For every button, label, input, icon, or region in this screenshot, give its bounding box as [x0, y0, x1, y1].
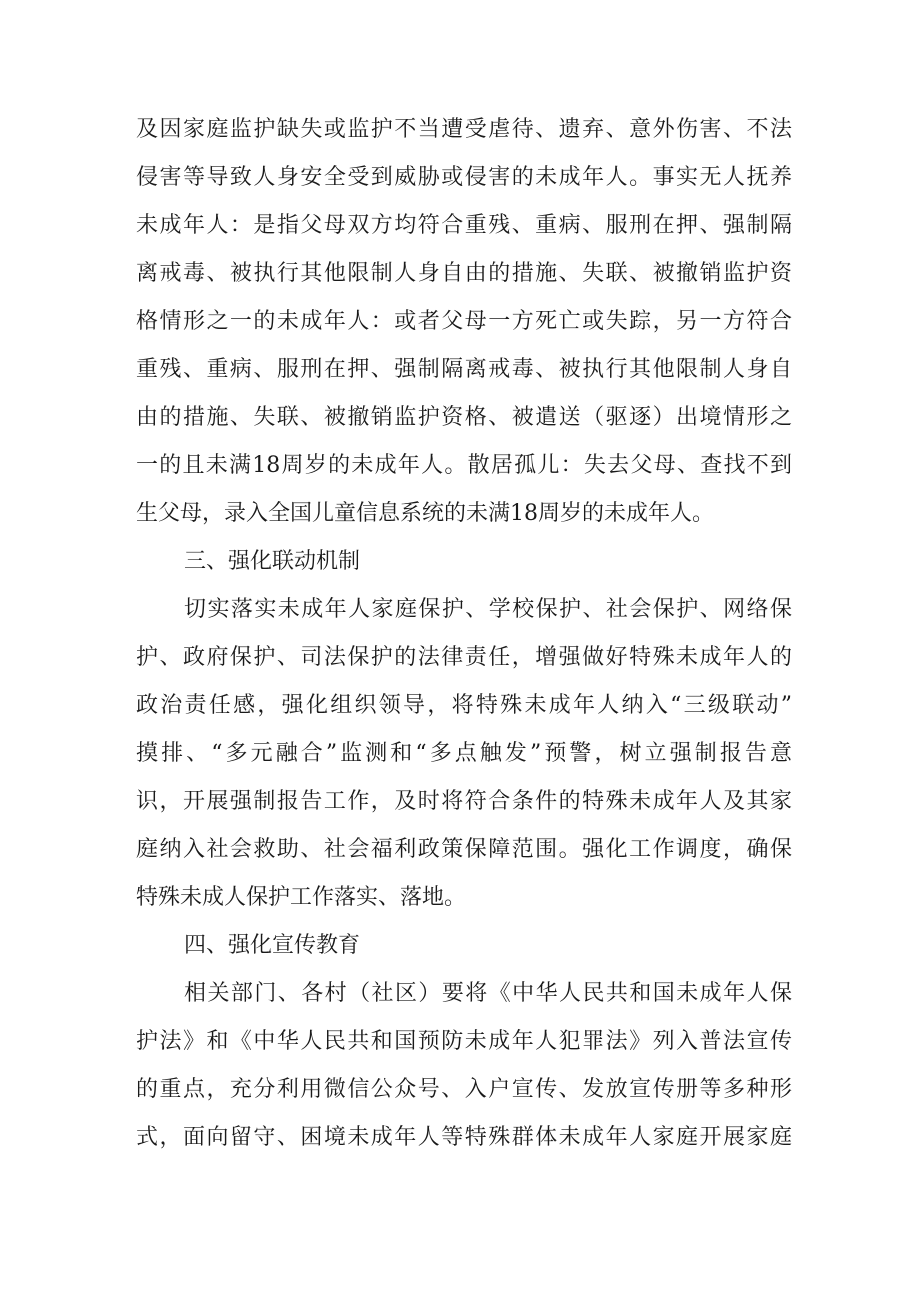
paragraph-2-line-4: 摸排、“多元融合”监测和“多点触发”预警，树立强制报告意 — [136, 741, 792, 766]
section-heading-3: 三、强化联动机制 — [184, 549, 361, 574]
paragraph-1-line-2: 侵害等导致人身安全受到威胁或侵害的未成年人。事实无人抚养 — [136, 165, 792, 190]
paragraph-3-line-1: 相关部门、各村（社区）要将《中华人民共和国未成年人保 — [184, 981, 792, 1006]
paragraph-3-line-4: 式，面向留守、困境未成年人等特殊群体未成年人家庭开展家庭 — [136, 1125, 792, 1150]
paragraph-2-line-5: 识，开展强制报告工作，及时将符合条件的特殊未成年人及其家 — [136, 789, 792, 814]
paragraph-2-line-7: 特殊未成人保护工作落实、落地。 — [136, 885, 467, 910]
paragraph-1-line-1: 及因家庭监护缺失或监护不当遭受虐待、遗弃、意外伤害、不法 — [136, 117, 792, 142]
paragraph-1-line-8: 一的且未满18周岁的未成年人。散居孤儿：失去父母、查找不到 — [136, 453, 792, 478]
paragraph-1-line-7: 由的措施、失联、被撤销监护资格、被遣送（驱逐）出境情形之 — [136, 405, 792, 430]
paragraph-2-line-2: 护、政府保护、司法保护的法律责任，增强做好特殊未成年人的 — [136, 645, 792, 670]
paragraph-2-line-6: 庭纳入社会救助、社会福利政策保障范围。强化工作调度，确保 — [136, 837, 792, 862]
paragraph-1-line-6: 重残、重病、服刑在押、强制隔离戒毒、被执行其他限制人身自 — [136, 357, 792, 382]
paragraph-1-line-5: 格情形之一的未成年人：或者父母一方死亡或失踪，另一方符合 — [136, 309, 792, 334]
paragraph-3-line-2: 护法》和《中华人民共和国预防未成年人犯罪法》列入普法宣传 — [136, 1029, 792, 1054]
section-heading-4: 四、强化宣传教育 — [184, 933, 361, 958]
paragraph-1-line-4: 离戒毒、被执行其他限制人身自由的措施、失联、被撤销监护资 — [136, 261, 792, 286]
paragraph-2-line-3: 政治责任感，强化组织领导，将特殊未成年人纳入“三级联动” — [136, 693, 792, 718]
paragraph-3-line-3: 的重点，充分利用微信公众号、入户宣传、发放宣传册等多种形 — [136, 1077, 792, 1102]
paragraph-1-line-9: 生父母，录入全国儿童信息系统的未满18周岁的未成年人。 — [136, 501, 714, 526]
paragraph-1-line-3: 未成年人：是指父母双方均符合重残、重病、服刑在押、强制隔 — [136, 213, 792, 238]
paragraph-2-line-1: 切实落实未成年人家庭保护、学校保护、社会保护、网络保 — [184, 597, 792, 622]
